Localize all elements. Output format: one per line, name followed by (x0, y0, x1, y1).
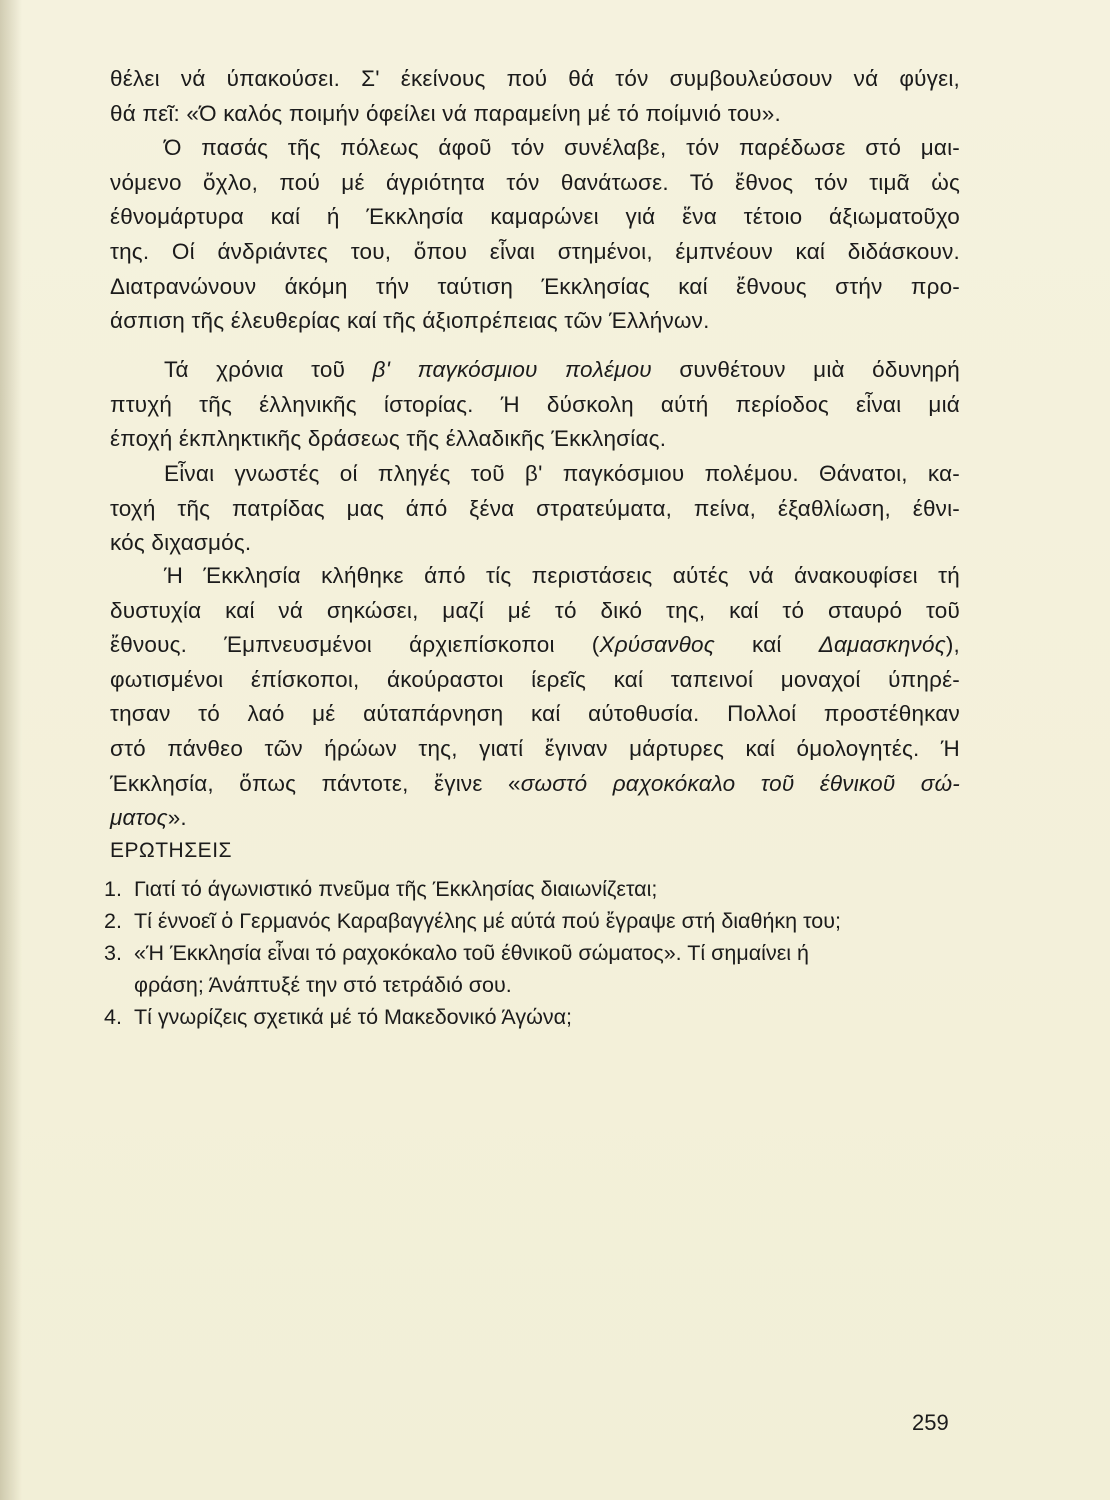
emphasis-text: ματος (110, 805, 168, 831)
question-number: 1. (104, 877, 122, 901)
questions-heading: ΕΡΩΤΗΣΕΙΣ (110, 839, 233, 862)
text-line: της. Οί άνδριάντες του, ὅπου εἶναι στημένοι, έμπνέουν καί διδάσκουν. (110, 238, 960, 264)
text-line: Ή Έκκλησία κλήθηκε άπό τίς περιστάσεις αύτές νά άνακουφίσει τή (164, 563, 960, 588)
question-line: φράση; Άνάπτυξέ την στό τετράδιό σου. (134, 973, 512, 997)
question-number: 2. (104, 909, 122, 933)
text-line: δυστυχία καί νά σηκώσει, μαζί μέ τό δικό της, καί τό σταυρό τοῦ (110, 597, 960, 623)
text-span: Τά χρόνια τοῦ (164, 357, 373, 382)
question-item (104, 937, 964, 1001)
questions-list (104, 873, 964, 1033)
text-line: Διατρανώνουν άκόμη τήν ταύτιση Έκκλησίας καί ἔθνους στήν προ- (110, 273, 960, 299)
question-number: 3. (104, 941, 122, 965)
question-line: Γιατί τό άγωνιστικό πνεῦμα τῆς Έκκλησίας διαιωνίζεται; (134, 877, 658, 901)
text-line (110, 353, 960, 388)
text-line (110, 628, 960, 663)
question-item (104, 873, 964, 905)
text-span: ), (945, 632, 960, 658)
text-line: έποχή έκπληκτικῆς δράσεως τῆς έλλαδικῆς Έκκλησίας. (110, 426, 667, 452)
text-line: τοχή τῆς πατρίδας μας άπό ξένα στρατεύματα, πείνα, έξαθλίωση, έθνι- (110, 495, 960, 521)
text-line (110, 767, 960, 802)
question-number: 4. (104, 1005, 122, 1029)
text-span: συνθέτουν μιὰ όδυνηρή (651, 357, 960, 382)
emphasis-text: σωστό ραχοκόκαλο τοῦ έθνικοῦ σώ- (520, 770, 960, 796)
question-item (104, 1001, 964, 1033)
text-span: ἔθνους. Έμπνευσμένοι άρχιεπίσκοποι ( (110, 632, 600, 658)
text-span: ». (167, 805, 187, 831)
emphasis-text: β' παγκόσμιου πολέμου (372, 357, 652, 382)
text-line: κός διχασμός. (110, 530, 252, 556)
text-line: νόμενο ὄχλο, πού μέ άγριότητα τόν θανάτωσε. Τό ἔθνος τόν τιμᾶ ὡς (110, 169, 960, 195)
question-line: Τί έννοεῖ ὁ Γερμανός Καραβαγγέλης μέ αύτά πού ἔγραψε στή διαθήκη του; (134, 909, 841, 933)
question-text (134, 873, 964, 905)
page-number: 259 (912, 1410, 949, 1435)
text-span: Έκκλησία, ὅπως πάντοτε, ἔγινε « (110, 770, 521, 796)
paragraph-wounds (110, 457, 960, 561)
emphasis-text: Χρύσανθος (599, 632, 715, 658)
text-line: στό πάνθεο τῶν ήρώων της, γιατί ἔγιναν μάρτυρες καί όμολογητές. Ή (110, 735, 960, 761)
paragraph-world-war-two (110, 353, 960, 457)
text-line: θά πεῖ: «Ό καλός ποιμήν όφείλει νά παραμείνη μέ τό ποίμνιό του». (110, 100, 781, 126)
paragraph-germanos (110, 62, 960, 339)
page-edge-shadow (0, 0, 22, 1500)
text-line: Εἶναι γνωστές οί πληγές τοῦ β' παγκόσμιου πολέμου. Θάνατοι, κα- (164, 461, 960, 486)
text-line: Ό πασάς τῆς πόλεως άφοῦ τόν συνέλαβε, τόν παρέδωσε στό μαι- (164, 135, 960, 161)
paragraph-church-role (110, 559, 960, 836)
question-item (104, 905, 964, 937)
question-text (134, 1001, 964, 1033)
question-line: Τί γνωρίζεις σχετικά μέ τό Μακεδονικό Άγώνα; (134, 1005, 573, 1029)
text-line (110, 801, 960, 836)
text-line: τησαν τό λαό μέ αύταπάρνηση καί αύτοθυσία. Πολλοί προστέθηκαν (110, 701, 960, 727)
text-line: έθνομάρτυρα καί ή Έκκλησία καμαρώνει γιά ἕνα τέτοιο άξιωματοῦχο (110, 204, 960, 230)
text-line: φωτισμένοι έπίσκοποι, άκούραστοι ίερεῖς καί ταπεινοί μοναχοί ύπηρέ- (110, 666, 960, 692)
question-line: «Ή Έκκλησία εἶναι τό ραχοκόκαλο τοῦ έθνικοῦ σώματος». Τί σημαίνει ή (134, 941, 809, 965)
text-line: άσπιση τῆς έλευθερίας καί τῆς άξιοπρέπειας τῶν Έλλήνων. (110, 308, 710, 334)
text-span: καί (714, 632, 819, 658)
emphasis-text: Δαμασκηνός (818, 632, 946, 658)
text-line: πτυχή τῆς έλληνικῆς ίστορίας. Ή δύσκολη αύτή περίοδος εἶναι μιά (110, 391, 960, 417)
question-text (134, 905, 964, 937)
text-line: θέλει νά ύπακούσει. Σ' έκείνους πού θά τόν συμβουλεύσουν νά φύγει, (110, 66, 960, 91)
question-text (134, 937, 964, 1001)
